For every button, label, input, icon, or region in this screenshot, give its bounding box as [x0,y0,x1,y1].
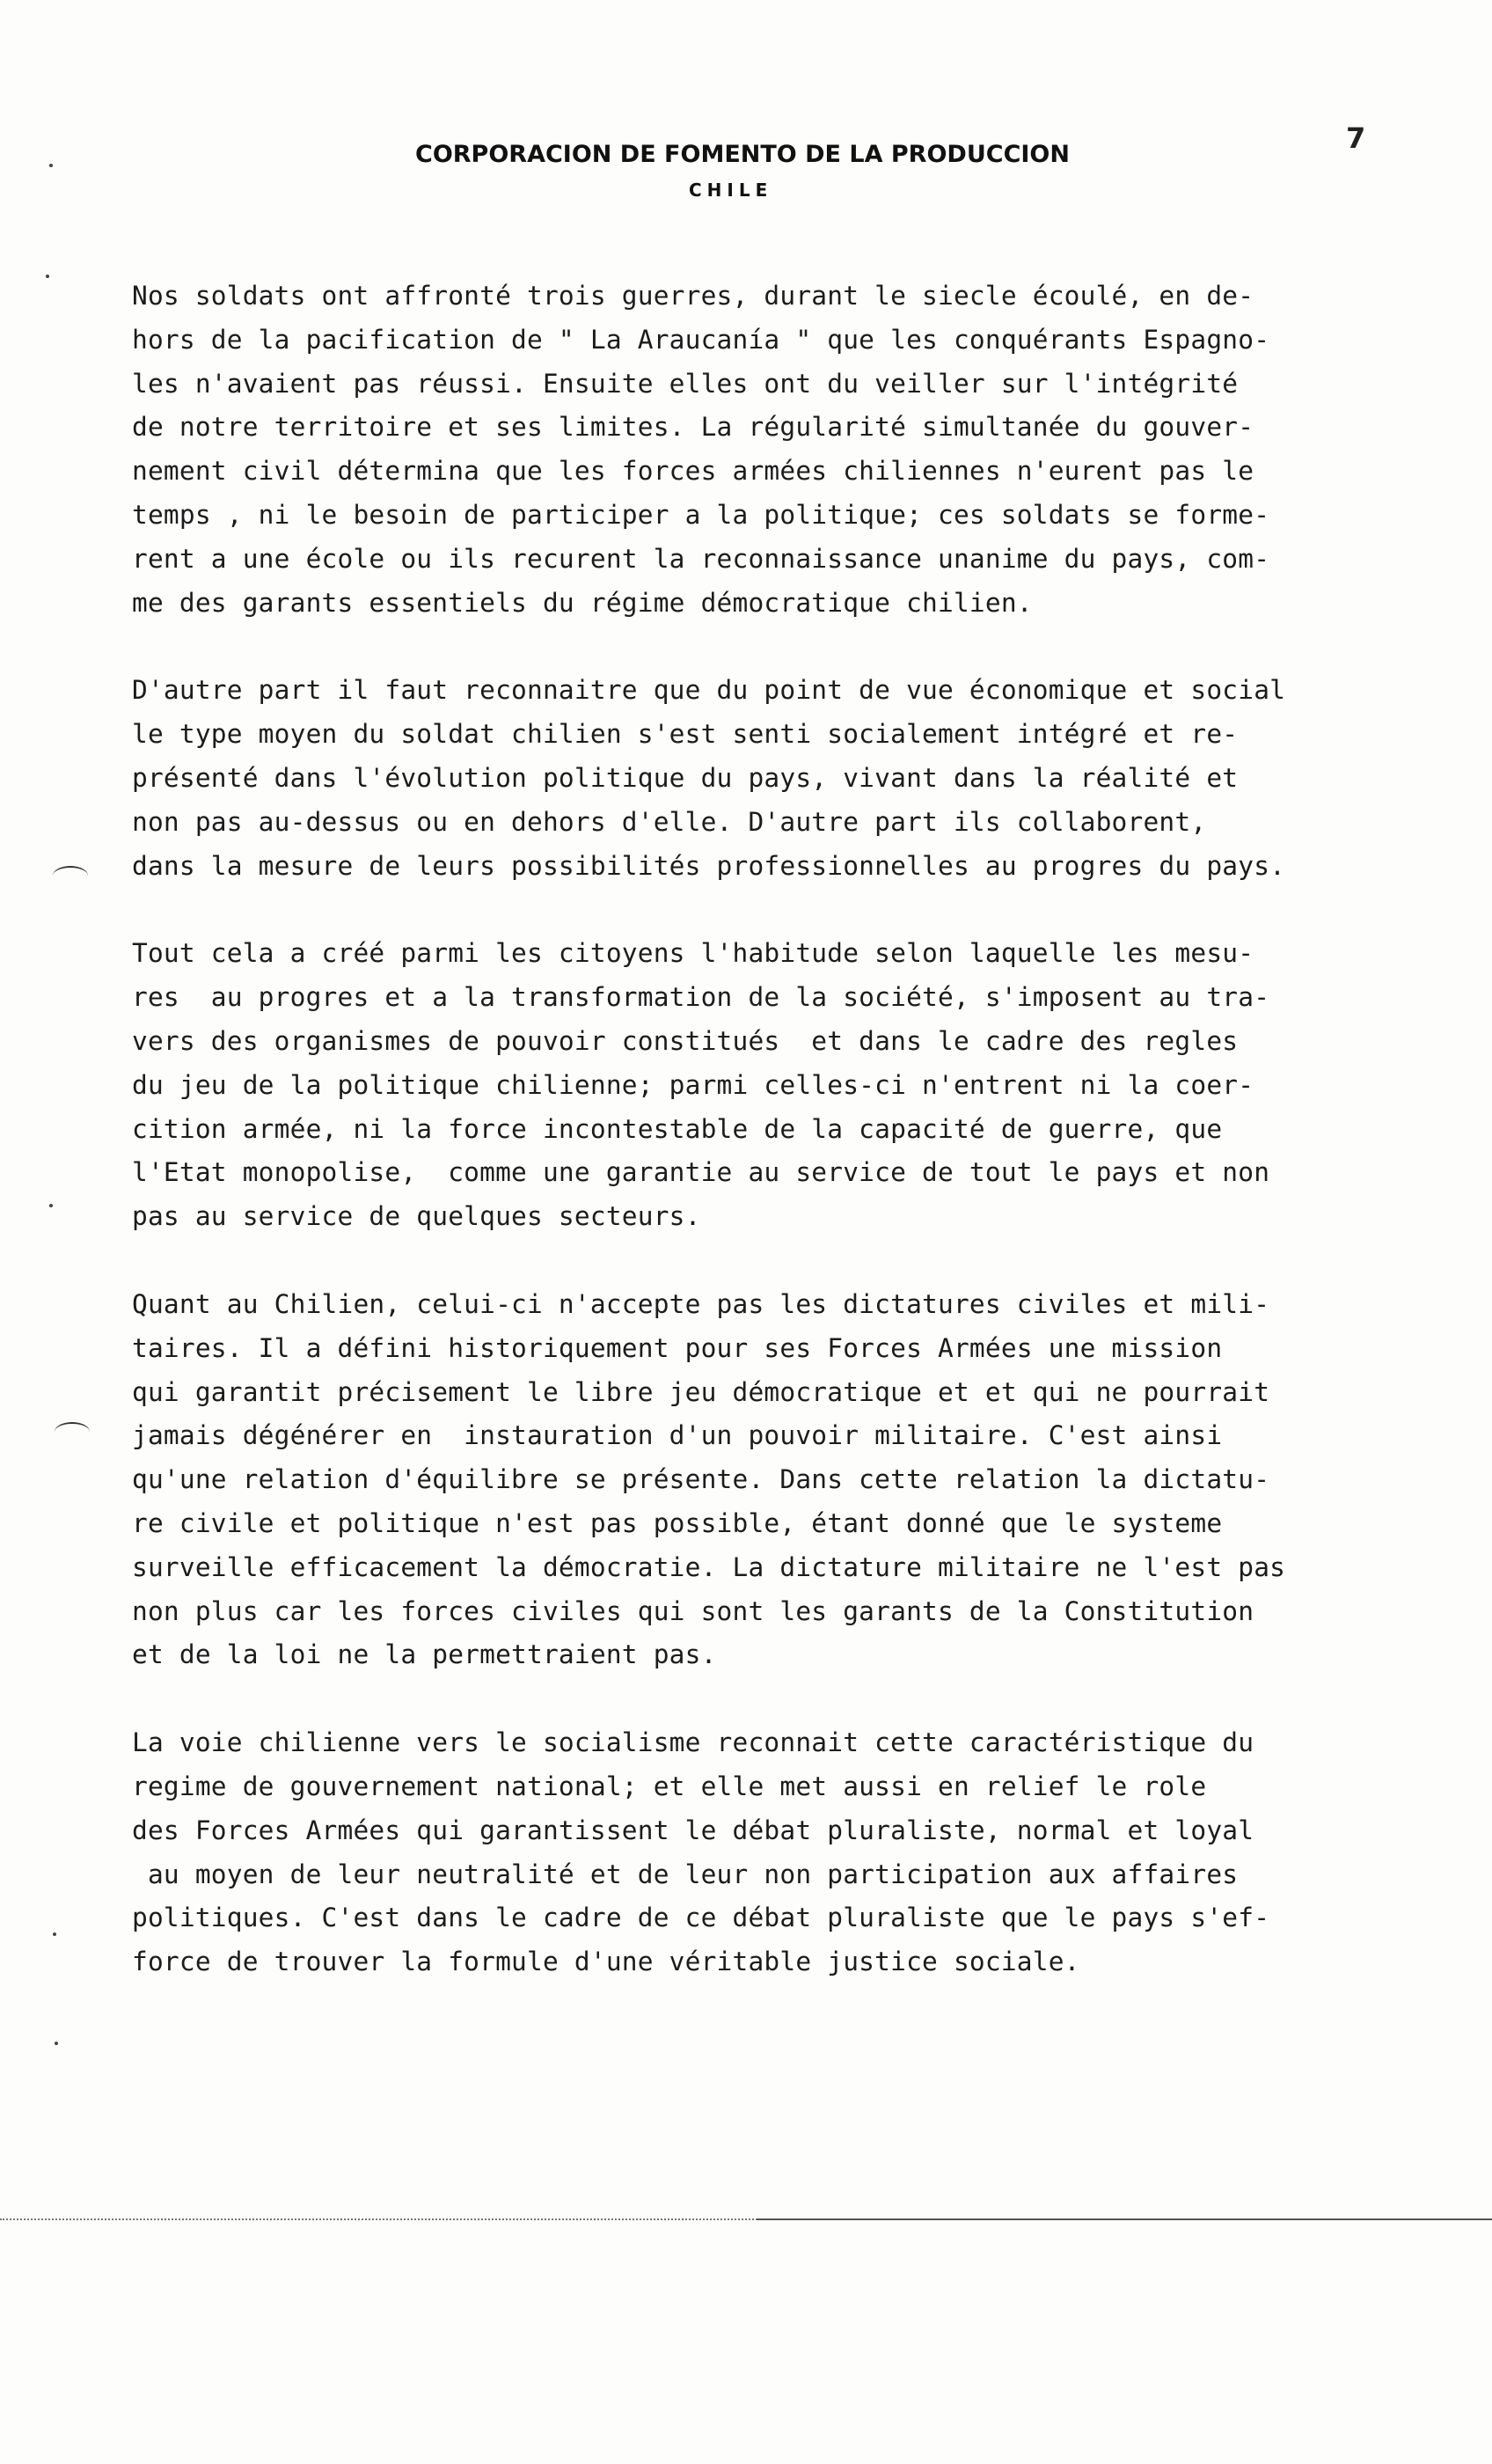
scan-speck [53,1932,56,1936]
page-number: 7 [1346,121,1366,155]
scan-speck [55,2042,58,2045]
text-line: et de la loi ne la permettraient pas. [132,1639,717,1670]
text-line: l'Etat monopolise, comme une garantie au service de tout le pays et non [132,1157,1270,1188]
text-line: non pas au-dessus ou en dehors d'elle. D'autre part ils collaborent, [132,806,1207,837]
text-line: de notre territoire et ses limites. La régularité simultanée du gouver- [132,412,1254,443]
text-line: force de trouver la formule d'une véritable justice sociale. [132,1947,1080,1977]
scan-speck [49,1204,53,1207]
letterhead-country: CHILE [689,180,773,201]
text-line: cition armée, ni la force incontestable de la capacité de guerre, que [132,1113,1223,1144]
paragraph-3 [132,932,1452,1239]
body-text [132,275,1452,2028]
margin-mark [53,866,88,885]
text-line: qu'une relation d'équilibre se présente. Dans cette relation la dictatu- [132,1464,1270,1495]
paragraph-2 [132,669,1452,888]
text-line: hors de la pacification de " La Araucanía " que les conquérants Espagno- [132,324,1270,355]
paragraph-1 [132,275,1452,625]
text-line: regime de gouvernement national; et elle met aussi en relief le role [132,1771,1207,1801]
text-line: du jeu de la politique chilienne; parmi celles-ci n'entrent ni la coer- [132,1069,1254,1100]
text-line: présenté dans l'évolution politique du pays, vivant dans la réalité et [132,762,1239,793]
text-line: La voie chilienne vers le socialisme reconnait cette caractéristique du [132,1727,1254,1758]
text-line: D'autre part il faut reconnaitre que du point de vue économique et social [132,675,1286,706]
text-line: des Forces Armées qui garantissent le débat pluraliste, normal et loyal [132,1815,1254,1845]
scan-speck [46,275,49,278]
text-line: jamais dégénérer en instauration d'un pouvoir militaire. C'est ainsi [132,1420,1223,1451]
text-line: qui garantit précisement le libre jeu démocratique et et qui ne pourrait [132,1376,1270,1407]
text-line: non plus car les forces civiles qui sont les garants de la Constitution [132,1595,1254,1626]
text-line: les n'avaient pas réussi. Ensuite elles ont du veiller sur l'intégrité [132,368,1239,399]
text-line: le type moyen du soldat chilien s'est senti socialement intégré et re- [132,719,1239,750]
text-line: Quant au Chilien, celui-ci n'accepte pas les dictatures civiles et mili- [132,1288,1270,1319]
text-line: me des garants essentiels du régime démocratique chilien. [132,587,1033,618]
text-line: pas au service de quelques secteurs. [132,1201,701,1232]
text-line: dans la mesure de leurs possibilités professionnelles au progres du pays. [132,850,1286,881]
scan-speck [49,164,53,167]
text-line: nement civil détermina que les forces armées chiliennes n'eurent pas le [132,456,1254,487]
text-line: au moyen de leur neutralité et de leur non participation aux affaires [132,1859,1239,1889]
text-line: taires. Il a défini historiquement pour ses Forces Armées une mission [132,1332,1223,1363]
text-line: res au progres et a la transformation de la société, s'imposent au tra- [132,982,1270,1013]
text-line: vers des organismes de pouvoir constitués et dans le cadre des regles [132,1025,1239,1056]
margin-mark [55,1422,90,1441]
text-line: politiques. C'est dans le cadre de ce débat pluraliste que le pays s'ef- [132,1903,1270,1933]
bottom-rule-solid [757,2218,1492,2220]
text-line: surveille efficacement la démocratie. La dictature militaire ne l'est pas [132,1551,1286,1582]
text-line: re civile et politique n'est pas possible, étant donné que le systeme [132,1507,1223,1538]
text-line: Tout cela a créé parmi les citoyens l'habitude selon laquelle les mesu- [132,938,1254,969]
letterhead-organization: CORPORACION DE FOMENTO DE LA PRODUCCION [415,141,1070,168]
text-line: rent a une école ou ils recurent la reconnaissance unanime du pays, com- [132,543,1270,574]
paragraph-5 [132,1721,1452,1984]
text-line: temps , ni le besoin de participer a la politique; ces soldats se forme- [132,499,1270,530]
text-line: Nos soldats ont affronté trois guerres, durant le siecle écoulé, en de- [132,281,1254,311]
paragraph-4 [132,1283,1452,1677]
